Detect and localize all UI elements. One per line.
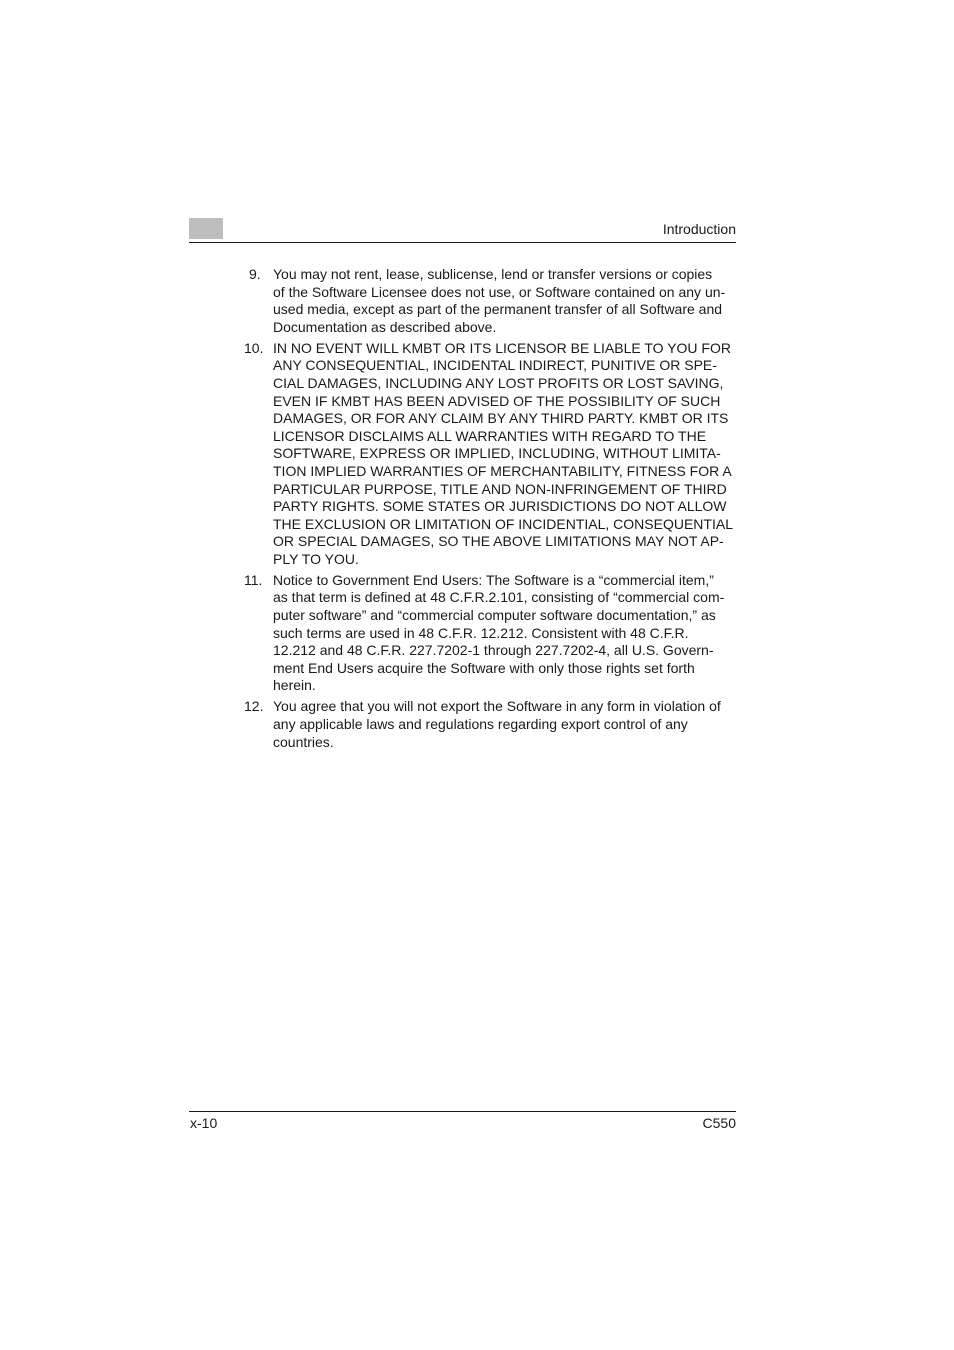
list-item-line: You agree that you will not export the Software in any form in violation of	[273, 698, 721, 715]
list-item-number: 9.	[249, 266, 261, 282]
list-item-line: 12.212 and 48 C.F.R. 227.7202-1 through 227.7202-4, all U.S. Govern-	[273, 642, 714, 659]
list-item-line: countries.	[273, 733, 334, 750]
list-item-line: ANY CONSEQUENTIAL, INCIDENTAL INDIRECT, PUNITIVE OR SPE-	[273, 357, 717, 374]
list-item-line: as that term is defined at 48 C.F.R.2.101, consisting of “commercial com-	[273, 589, 725, 606]
list-item-line: DAMAGES, OR FOR ANY CLAIM BY ANY THIRD PARTY. KMBT OR ITS	[273, 410, 729, 427]
list-item-line: THE EXCLUSION OR LIMITATION OF INCIDENTIAL, CONSEQUENTIAL	[273, 515, 733, 532]
page-number: x-10	[190, 1115, 218, 1131]
list-item-line: Notice to Government End Users: The Software is a “commercial item,”	[273, 571, 714, 588]
list-item-line: IN NO EVENT WILL KMBT OR ITS LICENSOR BE LIABLE TO YOU FOR	[273, 339, 731, 356]
list-item-line: CIAL DAMAGES, INCLUDING ANY LOST PROFITS OR LOST SAVING,	[273, 374, 724, 391]
list-item-line: LICENSOR DISCLAIMS ALL WARRANTIES WITH REGARD TO THE	[273, 427, 707, 444]
list-item-line: such terms are used in 48 C.F.R. 12.212. Consistent with 48 C.F.R.	[273, 624, 689, 641]
list-item-line: of the Software Licensee does not use, or Software contained on any un-	[273, 283, 726, 300]
list-item-line: any applicable laws and regulations regarding export control of any	[273, 716, 688, 733]
list-item-line: EVEN IF KMBT HAS BEEN ADVISED OF THE POSSIBILITY OF SUCH	[273, 392, 721, 409]
list-item-line: PLY TO YOU.	[273, 550, 359, 567]
header-tab-marker	[189, 218, 223, 239]
list-item-line: used media, except as part of the permanent transfer of all Software and	[273, 301, 723, 318]
header-divider	[189, 242, 736, 243]
list-item-number: 11.	[244, 571, 263, 588]
list-item-line: ment End Users acquire the Software with only those rights set forth	[273, 659, 695, 676]
list-item	[244, 698, 737, 751]
list-item-number: 12.	[244, 698, 264, 715]
list-item	[244, 340, 737, 569]
list-item-line: OR SPECIAL DAMAGES, SO THE ABOVE LIMITATIONS MAY NOT AP-	[273, 533, 724, 550]
footer-divider	[189, 1111, 736, 1112]
list-item	[244, 572, 737, 695]
list-item-line: puter software” and “commercial computer software documentation,” as	[273, 607, 716, 624]
model-name: C550	[702, 1115, 736, 1131]
list-item-line: Documentation as described above.	[273, 318, 497, 335]
list-item-line: PARTY RIGHTS. SOME STATES OR JURISDICTIONS DO NOT ALLOW	[273, 498, 727, 515]
list-item-line: You may not rent, lease, sublicense, lend or transfer versions or copies	[273, 266, 713, 282]
list-item-line: herein.	[273, 677, 316, 694]
list-item	[244, 266, 737, 336]
list-item-number: 10.	[244, 339, 264, 356]
list-item-line: SOFTWARE, EXPRESS OR IMPLIED, INCLUDING, WITHOUT LIMITA-	[273, 445, 721, 462]
license-terms-list	[244, 266, 737, 755]
list-item-line: PARTICULAR PURPOSE, TITLE AND NON-INFRINGEMENT OF THIRD	[273, 480, 727, 497]
list-item-line: TION IMPLIED WARRANTIES OF MERCHANTABILITY, FITNESS FOR A	[273, 462, 732, 479]
header-section-title: Introduction	[662, 221, 736, 237]
